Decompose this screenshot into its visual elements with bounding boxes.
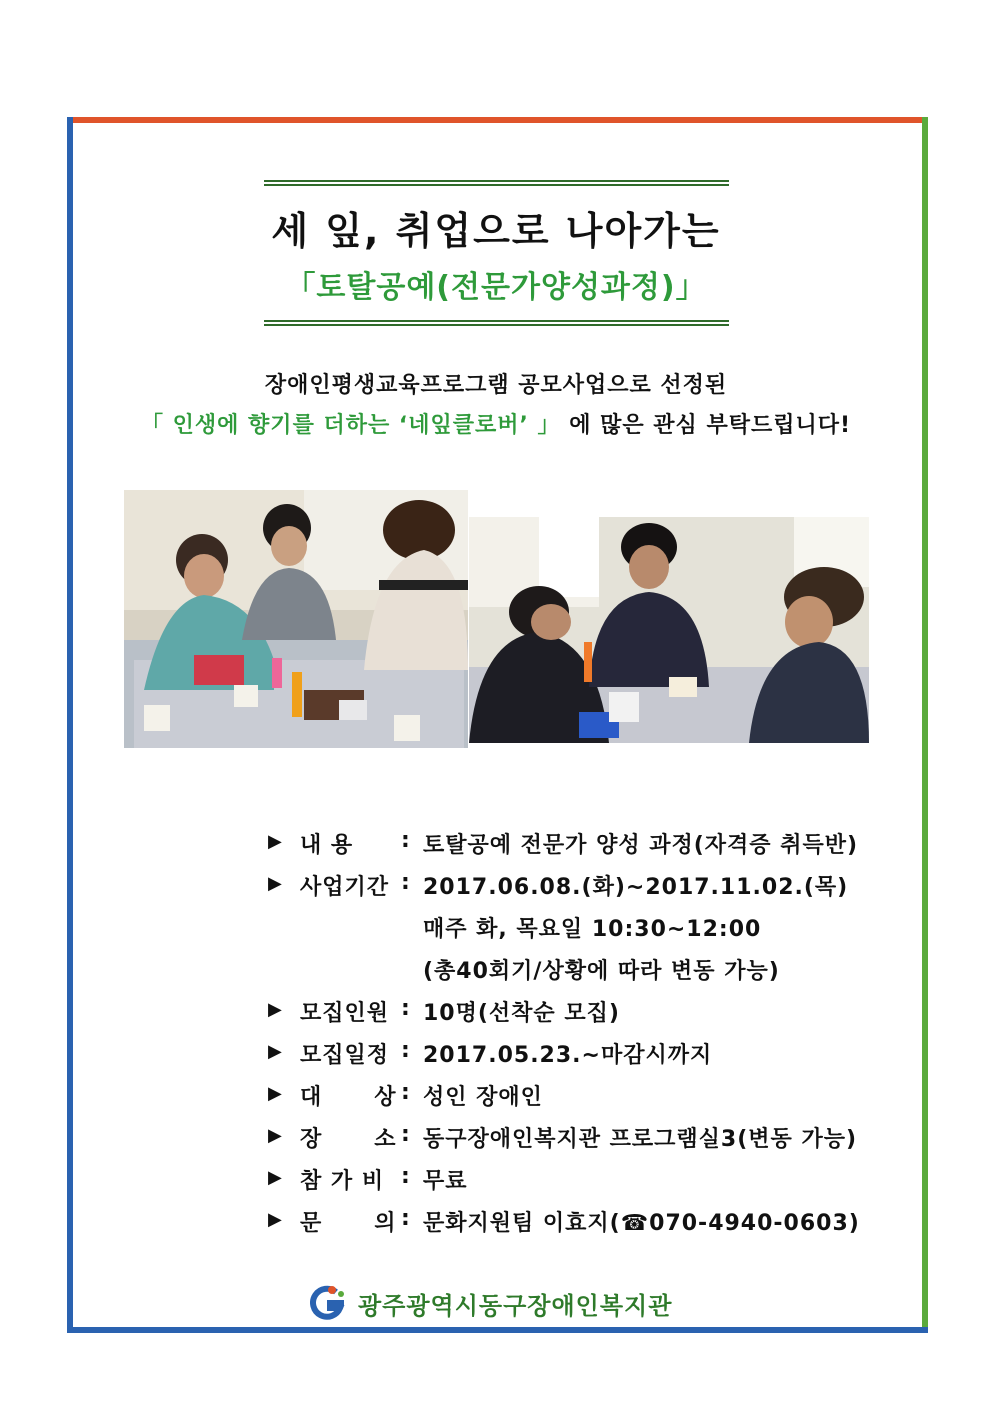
detail-row xyxy=(268,954,908,996)
bullet-arrow-icon: ▶ xyxy=(268,1083,283,1104)
organization-footer xyxy=(310,1282,690,1322)
detail-colon: : xyxy=(401,1038,411,1063)
class-photo-1-image xyxy=(124,490,468,748)
detail-colon: : xyxy=(401,1080,411,1105)
detail-value: (총40회기/상황에 따라 변동 가능) xyxy=(423,959,780,984)
class-photo-1 xyxy=(124,490,468,748)
intro-program-name: 「 인생에 향기를 더하는 ‘네잎클로버’ 」 xyxy=(140,413,561,438)
detail-row xyxy=(268,828,908,870)
class-photo-2-image xyxy=(469,517,869,743)
title-rule-bottom xyxy=(264,320,729,326)
detail-label: 문 의 xyxy=(300,1211,397,1236)
detail-label: 장 소 xyxy=(300,1127,397,1152)
detail-row xyxy=(268,1164,908,1206)
bullet-arrow-icon: ▶ xyxy=(268,999,283,1020)
detail-value: 문화지원팀 이효지(☎070-4940-0603) xyxy=(423,1211,860,1236)
detail-value: 10명(선착순 모집) xyxy=(423,1001,620,1026)
detail-row xyxy=(268,1080,908,1122)
detail-label: 사업기간 xyxy=(300,875,390,900)
detail-label: 참 가 비 xyxy=(300,1169,385,1194)
frame-bottom-border xyxy=(67,1327,928,1333)
program-details xyxy=(268,828,908,1248)
detail-row xyxy=(268,1038,908,1080)
detail-value: 2017.06.08.(화)~2017.11.02.(목) xyxy=(423,875,849,900)
detail-label: 내 용 xyxy=(300,833,354,858)
detail-row xyxy=(268,1206,908,1248)
intro-line-2 xyxy=(0,408,992,439)
detail-colon: : xyxy=(401,1122,411,1147)
bullet-arrow-icon: ▶ xyxy=(268,873,283,894)
class-photo-2 xyxy=(469,517,869,743)
detail-row xyxy=(268,870,908,912)
organization-name: 광주광역시동구장애인복지관 xyxy=(358,1292,673,1320)
detail-row xyxy=(268,912,908,954)
detail-colon: : xyxy=(401,828,411,853)
detail-value: 매주 화, 목요일 10:30~12:00 xyxy=(423,917,762,942)
detail-colon: : xyxy=(401,870,411,895)
detail-value: 동구장애인복지관 프로그램실3(변동 가능) xyxy=(423,1127,858,1152)
frame-top-border xyxy=(67,117,928,123)
intro-line-1: 장애인평생교육프로그램 공모사업으로 선정된 xyxy=(264,373,728,398)
bullet-arrow-icon: ▶ xyxy=(268,1209,283,1230)
detail-label: 대 상 xyxy=(300,1085,397,1110)
detail-colon: : xyxy=(401,996,411,1021)
page-subtitle: 「토탈공예(전문가양성과정)」 xyxy=(285,270,707,305)
bullet-arrow-icon: ▶ xyxy=(268,1125,283,1146)
detail-row xyxy=(268,1122,908,1164)
intro-request: 에 많은 관심 부탁드립니다! xyxy=(569,413,851,438)
detail-colon: : xyxy=(401,1206,411,1231)
bullet-arrow-icon: ▶ xyxy=(268,1167,283,1188)
detail-row xyxy=(268,996,908,1038)
organization-logo-icon xyxy=(310,1284,350,1320)
detail-value: 2017.05.23.~마감시까지 xyxy=(423,1043,713,1068)
detail-label: 모집일정 xyxy=(300,1043,390,1068)
title-rule-top xyxy=(264,180,729,186)
detail-value: 무료 xyxy=(423,1169,468,1194)
detail-colon: : xyxy=(401,1164,411,1189)
bullet-arrow-icon: ▶ xyxy=(268,1041,283,1062)
detail-label: 모집인원 xyxy=(300,1001,390,1026)
detail-value: 성인 장애인 xyxy=(423,1085,543,1110)
bullet-arrow-icon: ▶ xyxy=(268,831,283,852)
page-title: 세 잎, 취업으로 나아가는 xyxy=(271,209,721,253)
detail-value: 토탈공예 전문가 양성 과정(자격증 취득반) xyxy=(423,833,859,858)
